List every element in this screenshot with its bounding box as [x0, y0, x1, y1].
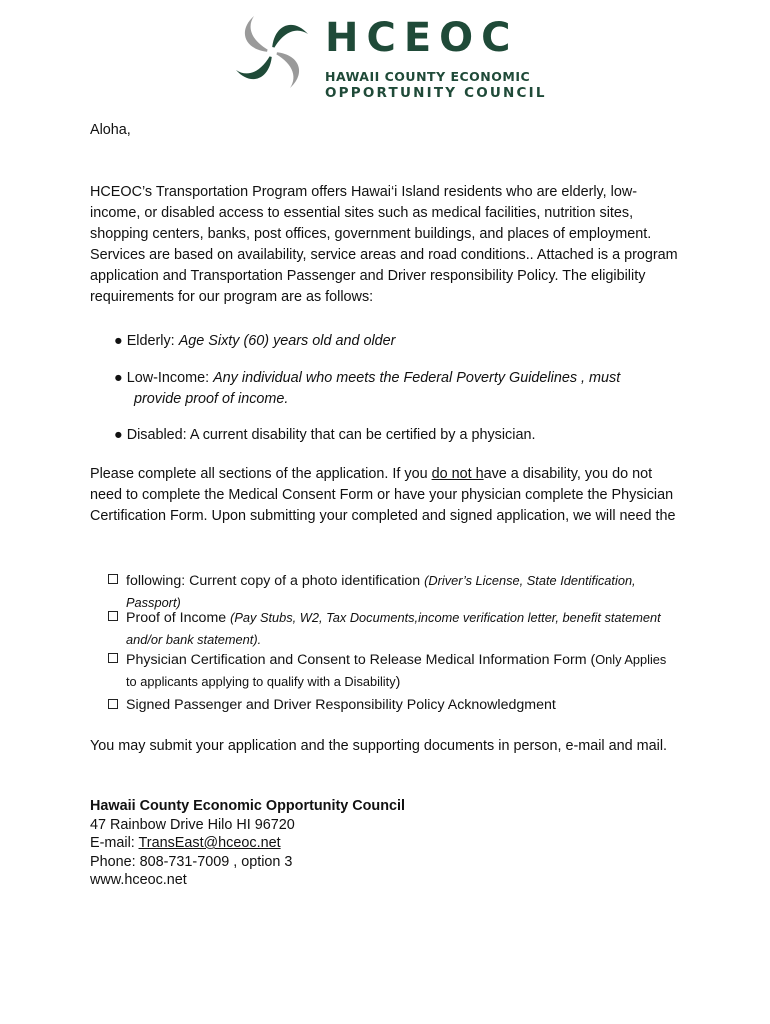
checklist-note: (Pay Stubs, W2, Tax Documents,income verification letter, benefit statement and/or bank statement).	[126, 610, 661, 647]
checklist-note: Only Applies to applicants applying to qualify with a Disability	[126, 652, 667, 689]
email-link[interactable]: TransEast@hceoc.net	[138, 835, 281, 851]
website[interactable]: www.hceoc.net	[90, 872, 187, 888]
bullet-low-income	[114, 368, 674, 410]
contact-block	[90, 797, 680, 890]
phone: Phone: 808-731-7009 , option 3	[90, 853, 293, 870]
bullet-label: ● Low-Income:	[114, 370, 214, 386]
address: 47 Rainbow Drive Hilo HI 96720	[90, 816, 295, 833]
bullet-elderly	[114, 331, 674, 352]
checklist-text: Signed Passenger and Driver Responsibility Policy Acknowledgment	[126, 697, 556, 713]
checkbox-icon[interactable]	[108, 611, 118, 621]
bullet-disabled	[114, 425, 674, 446]
checkbox-icon[interactable]	[108, 574, 118, 584]
checkbox-icon[interactable]	[108, 699, 118, 709]
organization-name: Hawaii County Economic Opportunity Council	[90, 798, 406, 814]
requirements-paragraph	[90, 464, 680, 527]
logo-subtitle-line1: HAWAII COUNTY ECONOMIC	[325, 69, 531, 84]
checklist-note: (Driver’s License, State Identification, Passport)	[126, 573, 636, 610]
bullet-detail: Age Sixty (60) years old and older	[178, 333, 396, 349]
hceoc-logo	[232, 12, 547, 101]
requirements-underlined-text: do not h	[431, 466, 484, 482]
logo-subtitle-line2: OPPORTUNITY COUNCIL	[325, 85, 547, 101]
intro-paragraph: HCEOC’s Transportation Program offers Hawai‘i Island residents who are elderly, low-income, or disabled access to essential sites such as medical facilities, nutrition sites, shopping centers, banks, post offices, government buildings, and places of employment. Services are based on availability, service areas and road conditions.. Attached is a program application and Transportation Passenger and Driver responsibility Policy. The eligibility requirements for our program are as follows:	[90, 184, 678, 305]
requirements-text-end: ave a disability, you do not need to complete the Medical Consent Form or have your physician complete the Physician Certification Form. Upon submitting your completed and signed application, we will need the	[90, 466, 676, 524]
hceoc-swirl-logo-icon	[232, 12, 312, 92]
checklist-text: Physician Certification and Consent to Release Medical Information Form (	[126, 652, 596, 668]
bullet-detail: Any individual who meets the Federal Poverty Guidelines , must	[213, 370, 621, 386]
checklist-close-paren: )	[395, 674, 401, 690]
checklist-text: Proof of Income	[126, 610, 231, 626]
checkbox-icon[interactable]	[108, 653, 118, 663]
bullet-detail-continued: provide proof of income.	[134, 391, 289, 407]
email-label: E-mail:	[90, 835, 139, 851]
bullet-label: ● Elderly:	[114, 333, 179, 349]
requirements-text-start: Please complete all sections of the application. If you	[90, 466, 432, 482]
checklist-text: following: Current copy of a photo identification	[126, 573, 425, 589]
bullet-detail: A current disability that can be certified by a physician.	[189, 427, 536, 443]
logo-title: HCEOC	[325, 15, 519, 61]
bullet-label: ● Disabled:	[114, 427, 190, 443]
greeting: Aloha,	[90, 122, 131, 138]
submit-instructions: You may submit your application and the supporting documents in person, e-mail and mail.	[90, 738, 668, 754]
